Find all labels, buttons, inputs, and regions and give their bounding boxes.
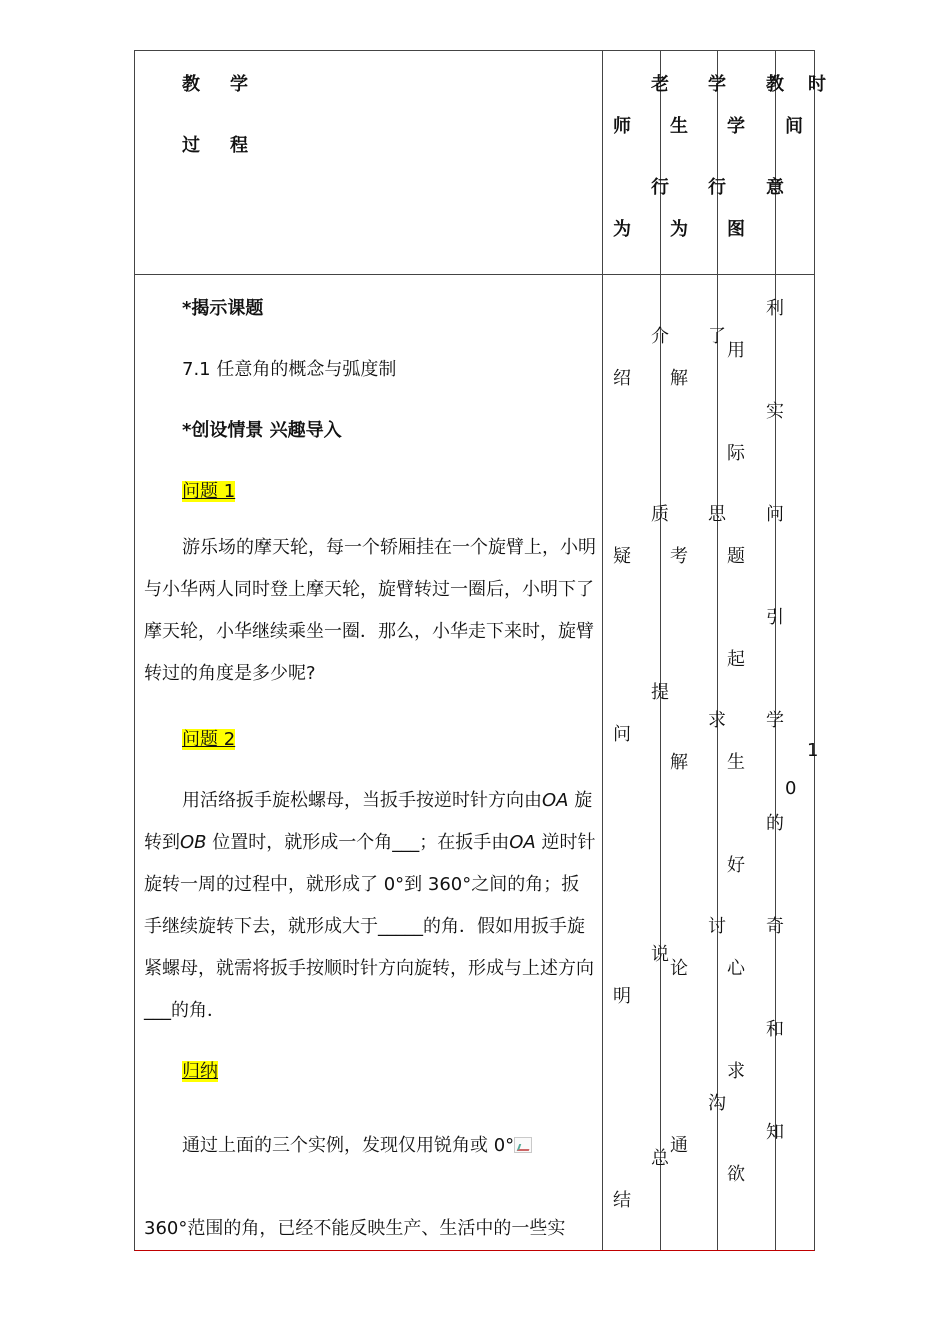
student-char-8: 论 xyxy=(670,958,688,979)
intent-char-11: 的 xyxy=(766,813,784,834)
lesson-table xyxy=(134,50,826,1251)
header-divider xyxy=(135,274,814,275)
intent-char-4: 际 xyxy=(727,443,745,464)
intent-char-13: 奇 xyxy=(766,916,784,937)
header-jiao: 教 xyxy=(182,74,200,95)
q2-part-b: 旋转到 xyxy=(144,790,593,853)
student-char-2: 解 xyxy=(670,368,688,389)
header-intent-1: 教 xyxy=(766,74,784,95)
intent-char-14: 心 xyxy=(727,958,745,979)
teacher-char-6: 问 xyxy=(613,724,631,745)
teacher-char-1: 介 xyxy=(651,326,669,347)
header-intent-4: 图 xyxy=(727,219,745,240)
student-char-7: 讨 xyxy=(708,916,726,937)
col-divider-4 xyxy=(775,51,776,1250)
teacher-char-4: 疑 xyxy=(613,546,631,567)
heading-scenario: *创设情景 兴趣导入 xyxy=(182,420,342,441)
header-teacher-1: 老 xyxy=(651,74,669,95)
header-intent-3: 意 xyxy=(766,177,784,198)
header-student-2: 生 xyxy=(670,116,688,137)
summary-line-2: 360°范围的角，已经不能反映生产、生活中的一些实 xyxy=(144,1218,566,1239)
header-time-2: 间 xyxy=(785,116,803,137)
question-1-highlight: 问题 1 xyxy=(182,481,236,502)
q2-part-c: 位置时，就形成一个角___；在扳手由 xyxy=(212,832,510,853)
student-char-1: 了 xyxy=(708,326,726,347)
student-char-6: 解 xyxy=(670,752,688,773)
header-teacher-2: 师 xyxy=(613,116,631,137)
q2-part-d: 逆时针旋转一周的过程中，就形成了 0°到 360°之间的角；扳手继续旋转下去，就形成大于_____的角．假如用扳手旋紧螺母，就需将扳手按顺时针方向旋转，形成与上述方向___的角． xyxy=(144,832,596,1021)
col-divider-2 xyxy=(660,51,661,1250)
question-1-text: 游乐场的摩天轮，每一个轿厢挂在一个旋臂上，小明与小华两人同时登上摩天轮，旋臂转过一圈后，小明下了摩天轮，小华继续乘坐一圈．那么，小华走下来时，旋臂转过的角度是多少呢? xyxy=(144,537,596,684)
intent-char-15: 和 xyxy=(766,1019,784,1040)
intent-char-5: 问 xyxy=(766,504,784,525)
intent-char-16: 求 xyxy=(727,1061,745,1082)
student-char-3: 思 xyxy=(708,504,726,525)
header-cheng: 程 xyxy=(230,135,248,156)
teacher-char-9: 总 xyxy=(651,1148,669,1169)
header-guo: 过 xyxy=(182,135,200,156)
teacher-char-10: 结 xyxy=(613,1190,631,1211)
time-digit-1: 1 xyxy=(807,740,819,761)
intent-char-3: 实 xyxy=(766,401,784,422)
header-teacher-4: 为 xyxy=(613,219,631,240)
header-student-4: 为 xyxy=(670,219,688,240)
intent-char-8: 起 xyxy=(727,649,745,670)
q2-oa-1: OA xyxy=(542,790,569,811)
broken-image-icon xyxy=(514,1137,532,1153)
question-1-label xyxy=(182,482,235,502)
header-xue: 学 xyxy=(230,74,248,95)
header-time-1: 时 xyxy=(808,74,826,95)
intent-char-6: 题 xyxy=(727,546,745,567)
teacher-char-8: 明 xyxy=(613,986,631,1007)
lesson-title: 7.1 任意角的概念与弧度制 xyxy=(182,359,397,380)
intent-char-1: 利 xyxy=(766,298,784,319)
student-char-5: 求 xyxy=(708,710,726,731)
question-2-text xyxy=(144,780,596,1032)
q2-ob: OB xyxy=(180,832,207,853)
intent-char-18: 欲 xyxy=(727,1164,745,1185)
summary-highlight: 归纳 xyxy=(182,1061,218,1082)
summary-label xyxy=(182,1062,218,1082)
q2-oa-2: OA xyxy=(509,832,536,853)
time-digit-2: 0 xyxy=(785,778,797,799)
header-intent-2: 学 xyxy=(727,116,745,137)
teacher-char-5: 提 xyxy=(651,682,669,703)
intent-char-12: 好 xyxy=(727,855,745,876)
teacher-char-2: 绍 xyxy=(613,368,631,389)
col-divider-3 xyxy=(717,51,718,1250)
intent-char-9: 学 xyxy=(766,710,784,731)
summary-line-1 xyxy=(182,1136,532,1156)
question-2-highlight: 问题 2 xyxy=(182,729,236,750)
question-2-label xyxy=(182,730,235,750)
header-teacher-3: 行 xyxy=(651,177,669,198)
intent-char-2: 用 xyxy=(727,340,745,361)
col-divider-1 xyxy=(602,51,603,1250)
header-student-1: 学 xyxy=(708,74,726,95)
intent-char-7: 引 xyxy=(766,607,784,628)
student-char-4: 考 xyxy=(670,546,688,567)
summary-line-1-text: 通过上面的三个实例，发现仅用锐角或 0° xyxy=(182,1135,515,1156)
heading-reveal-topic: *揭示课题 xyxy=(182,298,264,319)
intent-char-10: 生 xyxy=(727,752,745,773)
student-char-10: 沟 xyxy=(708,1093,726,1114)
student-char-9: 通 xyxy=(670,1135,688,1156)
teacher-char-3: 质 xyxy=(651,504,669,525)
teacher-char-7: 说 xyxy=(651,944,669,965)
intent-char-17: 知 xyxy=(766,1122,784,1143)
q2-part-a: 用活络扳手旋松螺母，当扳手按逆时针方向由 xyxy=(182,790,542,811)
header-student-3: 行 xyxy=(708,177,726,198)
